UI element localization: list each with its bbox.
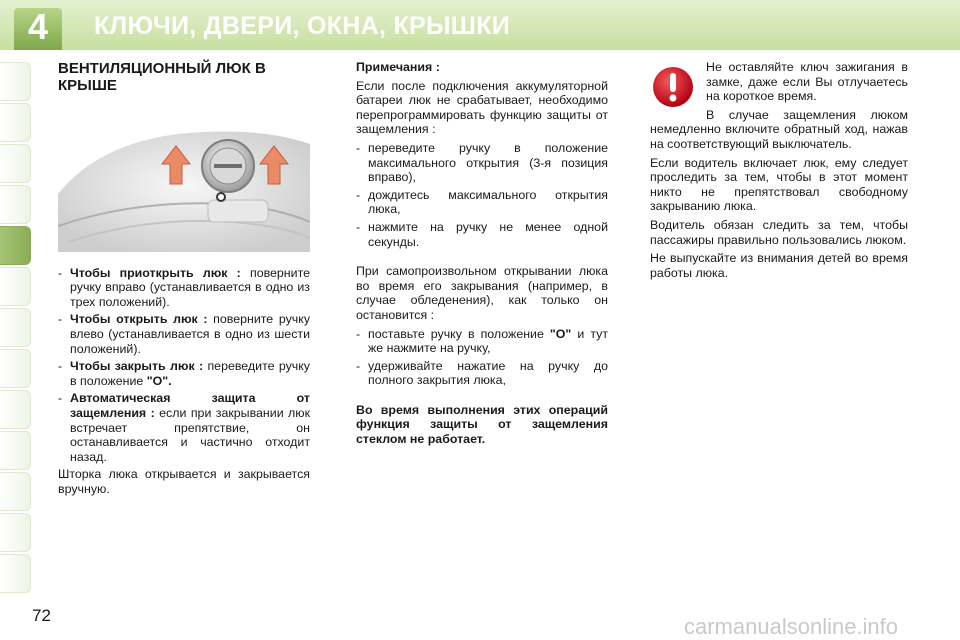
- notes-heading-text: Примечания :: [356, 60, 440, 74]
- bullet-text: удерживайте нажатие на ручку до полного закрытия люка,: [368, 358, 608, 388]
- bullet-text: и тут же нажмите на ручку,: [368, 326, 609, 356]
- side-tab-2: [0, 103, 31, 142]
- warning-paragraph: Водитель обязан следить за тем, чтобы пассажиры правильно пользовались люком.: [650, 217, 908, 247]
- page-number: 72: [32, 606, 51, 625]
- self-opening-paragraph: При самопроизвольном открывании люка во время его закрывания (например, в случае обледенения), как только он остановится :: [356, 264, 608, 322]
- side-tab-13: [0, 554, 31, 593]
- bullet-text: если при закрывании люк встречает препятствие, он останавливается и частично отходит назад.: [70, 405, 310, 464]
- list-item: [58, 312, 310, 356]
- bullet-label: Чтобы открыть люк :: [70, 312, 208, 327]
- bullet-label: Чтобы приоткрыть люк :: [70, 265, 241, 280]
- list-item: [356, 327, 608, 356]
- shade-note: Шторка люка открывается и закрывается вручную.: [58, 467, 310, 496]
- bullet-dash: -: [356, 326, 361, 341]
- warning-paragraph: Не выпускайте из внимания детей во время работы люка.: [650, 251, 908, 280]
- list-item: [58, 391, 310, 464]
- warning-paragraph: Если водитель включает люк, ему следует проследить за тем, чтобы в этот момент никто не препятствовал свободному закрыванию люка.: [650, 155, 908, 214]
- list-item: [356, 141, 608, 185]
- bullet-text: поверните ручку влево (устанавливается в одно из шести положений).: [70, 312, 311, 356]
- warning-paragraph: В случае защемления люком немедленно включите обратный ход, нажав на соответствующий выключатель.: [650, 107, 908, 151]
- bullet-dash: -: [58, 312, 63, 327]
- side-tab-6: [0, 267, 31, 306]
- side-tab-8: [0, 349, 31, 388]
- side-tab-4: [0, 185, 31, 224]
- side-tab-11: [0, 472, 31, 511]
- side-tab-12: [0, 513, 31, 552]
- position-value: "O".: [146, 373, 172, 388]
- side-tab-3: [0, 144, 31, 183]
- bullet-text: нажмите на ручку не менее одной секунды.: [368, 219, 608, 249]
- bullet-dash: -: [58, 391, 63, 406]
- bullet-dash: -: [58, 359, 63, 374]
- section-heading: ВЕНТИЛЯЦИОННЫЙ ЛЮК В КРЫШЕ: [58, 60, 266, 94]
- bullet-text: поверните ручку вправо (устанавливается в одно из трех положений).: [70, 265, 310, 309]
- sunroof-handle-illustration: [58, 104, 310, 252]
- bullet-text: переведите ручку в положение максимального открытия (3-я позиция вправо),: [368, 140, 608, 185]
- warning-paragraph: Не оставляйте ключ зажигания в замке, даже если Вы отлучаетесь на короткое время.: [706, 60, 908, 104]
- side-tab-7: [0, 308, 31, 347]
- page-title: КЛЮЧИ, ДВЕРИ, ОКНА, КРЫШКИ: [94, 12, 511, 40]
- bullet-text: поставьте ручку в положение: [368, 326, 550, 341]
- bullet-dash: -: [356, 187, 361, 202]
- watermark: carmanualsonline.info: [684, 614, 899, 639]
- column-2: [356, 60, 608, 451]
- bullet-dash: -: [356, 140, 361, 155]
- bullet-text: дождитесь максимального открытия люка,: [368, 187, 608, 217]
- bullet-dash: -: [356, 219, 361, 234]
- notes-intro: Если после подключения аккумуляторной батареи люк не срабатывает, необходимо перепрограммировать функцию защиты от защемления :: [356, 78, 608, 137]
- bold-warning-text: Во время выполнения этих операций функция защиты от защемления стеклом не работает.: [356, 402, 608, 447]
- side-tabs: [0, 62, 34, 595]
- notes-heading: [356, 60, 608, 75]
- side-tab-1: [0, 62, 31, 101]
- bold-warning: [356, 403, 608, 447]
- bullet-dash: -: [356, 358, 361, 373]
- list-item: [58, 359, 310, 388]
- column-1: [58, 60, 310, 501]
- side-tab-10: [0, 431, 31, 470]
- chapter-number: 4: [27, 6, 49, 47]
- bullet-label: Чтобы закрыть люк :: [70, 359, 204, 374]
- list-item: [356, 220, 608, 249]
- list-item: [356, 188, 608, 217]
- side-tab-5: [0, 226, 31, 265]
- bullet-label: Автоматическая защита от защемления :: [70, 391, 310, 420]
- column-3: [650, 60, 908, 284]
- bullet-text: переведите ручку в положение: [70, 359, 310, 388]
- bullet-dash: -: [58, 265, 63, 280]
- side-tab-9: [0, 390, 31, 429]
- list-item: [58, 266, 310, 310]
- position-value: "O": [549, 326, 572, 341]
- list-item: [356, 359, 608, 388]
